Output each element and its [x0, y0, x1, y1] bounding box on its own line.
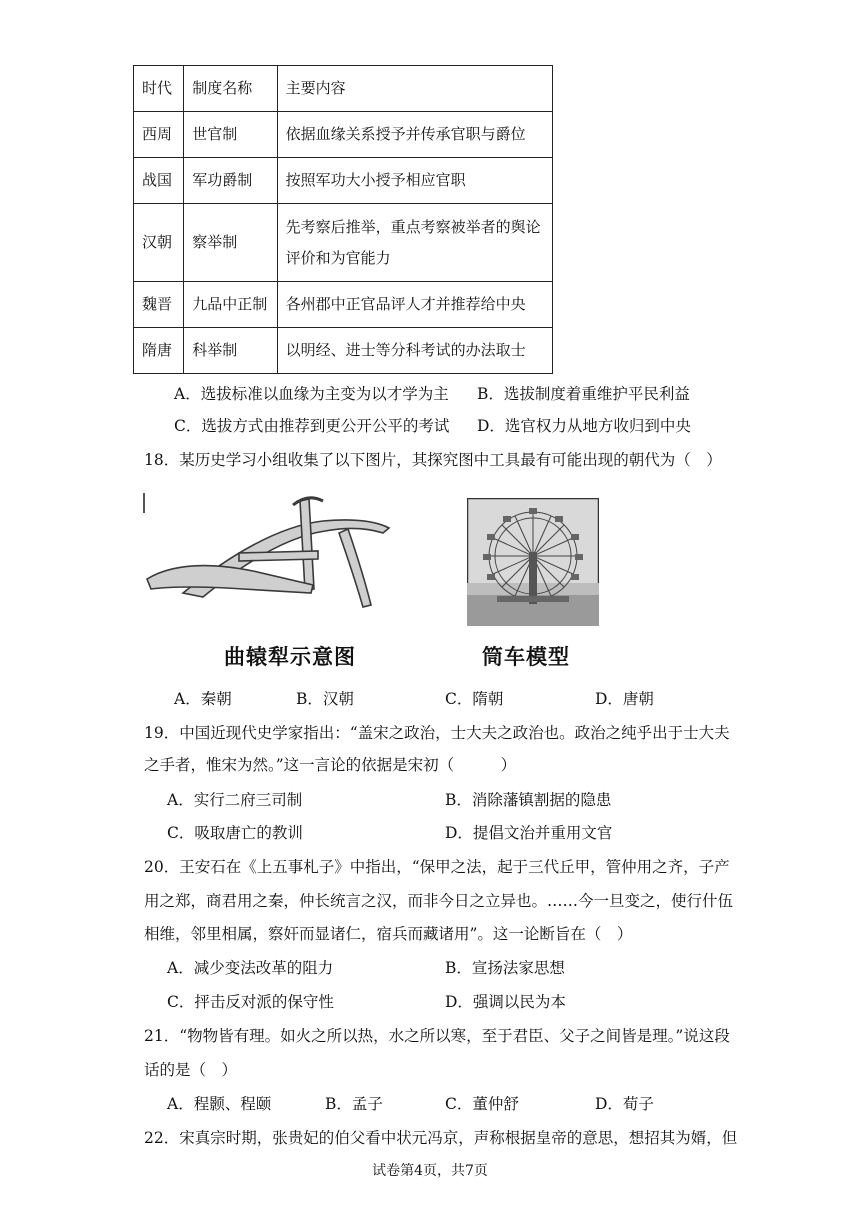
q20-option-b: B．宣扬法家思想: [445, 959, 565, 977]
q20-option-d: D．强调以民为本: [445, 993, 566, 1011]
q20-stem-line: 相维，邻里相属，察奸而显诸仁，宿兵而藏诸用”。这一论断旨在（ ）: [144, 925, 633, 943]
curved-plough-illustration: [143, 493, 393, 615]
q21-stem-line: 21．“物物皆有理。如火之所以热，水之所以寒，至于君臣、父子之间皆是理。”说这段: [144, 1027, 730, 1045]
table-row: [134, 328, 553, 374]
q17-option-a: A．选拔标准以血缘为主变为以才学为主: [174, 385, 449, 403]
q20-option-c: C．抨击反对派的保守性: [167, 993, 334, 1011]
table-header-cell: 时代: [134, 66, 184, 112]
q18-stem: 18．某历史学习小组收集了以下图片，其探究图中工具最有可能出现的朝代为（ ）: [144, 451, 722, 469]
page-footer: 试卷第4页，共7页: [372, 1163, 488, 1179]
table-row: [134, 158, 553, 204]
q18-option-d: D．唐朝: [595, 690, 654, 708]
q19-option-c: C．吸取唐亡的教训: [167, 824, 303, 842]
table-cell: 军功爵制: [184, 158, 277, 204]
illustration-edge: [143, 493, 145, 513]
table-header-cell: 制度名称: [184, 66, 277, 112]
table-header-cell: 主要内容: [277, 66, 552, 112]
table-header-row: [134, 66, 553, 112]
q17-option-b: B．选拔制度着重维护平民利益: [477, 385, 690, 403]
q19-option-d: D．提倡文治并重用文官: [445, 824, 613, 842]
table-cell: 世官制: [184, 112, 277, 158]
q18-option-c: C．隋朝: [445, 690, 504, 708]
table-cell: 九品中正制: [184, 282, 277, 328]
q17-option-c: C．选拔方式由推荐到更公开公平的考试: [174, 417, 450, 435]
q18-option-b: B．汉朝: [296, 690, 354, 708]
q17-option-d: D．选官权力从地方收归到中央: [477, 417, 691, 435]
q19-stem-line: 之手者，惟宋为然。”这一言论的依据是宋初（ ）: [144, 756, 517, 774]
plough-caption: 曲辕犁示意图: [224, 645, 356, 669]
table-row: [134, 282, 553, 328]
table-cell: [277, 204, 552, 282]
table-cell: 西周: [134, 112, 184, 158]
q21-option-d: D．荀子: [595, 1095, 654, 1113]
q19-option-a: A．实行二府三司制: [167, 791, 303, 809]
table-cell: 魏晋: [134, 282, 184, 328]
q22-stem-line: 22．宋真宗时期，张贵妃的伯父看中状元冯京，声称根据皇帝的意思，想招其为婿，但: [144, 1129, 738, 1147]
table-cell-line: 评价和为官能力: [285, 248, 391, 267]
table-cell: 汉朝: [134, 204, 184, 282]
table-cell-line: 先考察后推举，重点考察被举者的舆论: [285, 217, 541, 236]
table-cell: 按照军功大小授予相应官职: [277, 158, 552, 204]
q21-option-c: C．董仲舒: [445, 1095, 519, 1113]
q18-option-a: A．秦朝: [174, 690, 232, 708]
table-cell: 以明经、进士等分科考试的办法取士: [277, 328, 552, 374]
water-wheel-caption: 筒车模型: [482, 645, 570, 669]
table-cell: 隋唐: [134, 328, 184, 374]
q20-stem-line: 20．王安石在《上五事札子》中指出，“保甲之法，起于三代丘甲，管仲用之齐，子产: [144, 858, 730, 876]
q21-stem-line: 话的是（ ）: [144, 1061, 238, 1079]
table-row: [134, 112, 553, 158]
q21-option-a: A．程颢、程颐: [167, 1095, 272, 1113]
table-cell: 科举制: [184, 328, 277, 374]
q21-option-b: B．孟子: [325, 1095, 383, 1113]
q20-option-a: A．减少变法改革的阻力: [167, 959, 334, 977]
q20-stem-line: 用之郑，商君用之秦，仲长统言之汉，而非今日之立异也。……今一旦变之，使行什伍: [144, 892, 734, 910]
q19-stem-line: 19．中国近现代史学家指出：“盖宋之政治，士大夫之政治也。政治之纯乎出于士大夫: [144, 724, 730, 742]
q19-option-b: B．消除藩镇割据的隐患: [445, 791, 612, 809]
table-row: [134, 204, 553, 282]
selection-system-table: [133, 65, 553, 374]
table-cell: 依据血缘关系授予并传承官职与爵位: [277, 112, 552, 158]
water-wheel-model-photo: [467, 498, 599, 626]
table-cell: 战国: [134, 158, 184, 204]
table-cell: 各州郡中正官品评人才并推荐给中央: [277, 282, 552, 328]
table-cell: 察举制: [184, 204, 277, 282]
